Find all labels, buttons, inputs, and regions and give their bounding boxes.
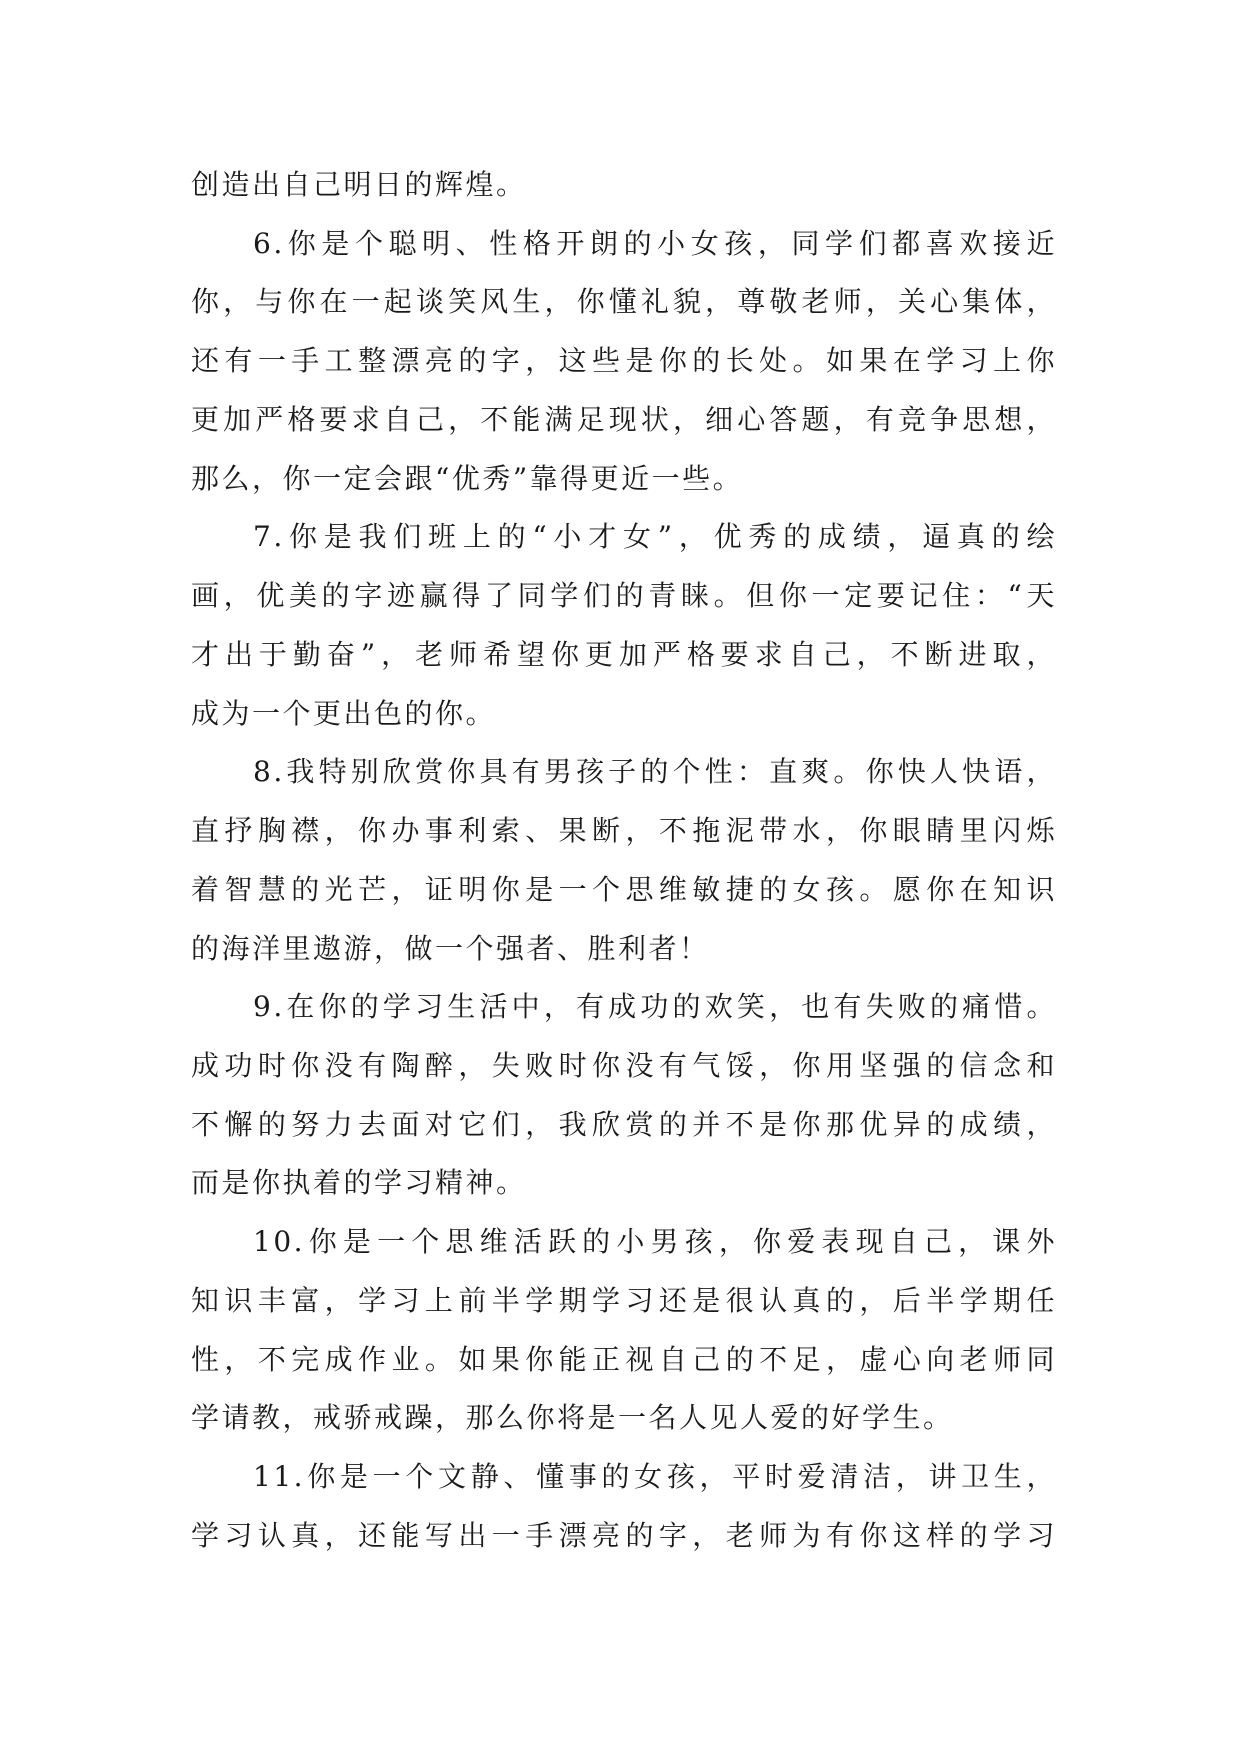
paragraph-line: 性，不完成作业。如果你能正视自己的不足，虚心向老师同 <box>191 1342 1057 1376</box>
paragraph-line: 知识丰富，学习上前半学期学习还是很认真的，后半学期任 <box>191 1283 1057 1317</box>
paragraph-line: 9.在你的学习生活中，有成功的欢笑，也有失败的痛惜。 <box>253 990 1057 1024</box>
paragraph-line: 的海洋里遨游，做一个强者、胜利者！ <box>191 931 710 965</box>
paragraph-line: 直抒胸襟，你办事利索、果断，不拖泥带水，你眼睛里闪烁 <box>191 814 1057 848</box>
paragraph-line: 而是你执着的学习精神。 <box>191 1166 527 1200</box>
paragraph-line: 学请教，戒骄戒躁，那么你将是一名人见人爱的好学生。 <box>191 1401 954 1435</box>
paragraph-line: 11.你是一个文静、懂事的女孩，平时爱清洁，讲卫生， <box>253 1460 1057 1494</box>
paragraph-line: 学习认真，还能写出一手漂亮的字，老师为有你这样的学习 <box>191 1518 1057 1552</box>
paragraph-line: 10.你是一个思维活跃的小男孩，你爱表现自己，课外 <box>253 1225 1057 1259</box>
paragraph <box>191 508 1057 743</box>
paragraph-line: 不懈的努力去面对它们，我欣赏的并不是你那优异的成绩， <box>191 1107 1057 1141</box>
document-body <box>191 156 1057 1566</box>
paragraph-line: 那么，你一定会跟“优秀”靠得更近一些。 <box>191 461 744 495</box>
paragraph-line: 更加严格要求自己，不能满足现状，细心答题，有竞争思想， <box>191 402 1057 436</box>
paragraph <box>191 215 1057 509</box>
paragraph-line: 着智慧的光芒，证明你是一个思维敏捷的女孩。愿你在知识 <box>191 872 1057 906</box>
paragraph-line: 成功时你没有陶醉，失败时你没有气馁，你用坚强的信念和 <box>191 1049 1057 1083</box>
paragraph <box>191 1213 1057 1448</box>
paragraph-line: 成为一个更出色的你。 <box>191 696 497 730</box>
paragraph <box>191 978 1057 1213</box>
paragraph-line: 7.你是我们班上的“小才女”，优秀的成绩，逼真的绘 <box>253 520 1057 554</box>
paragraph-line: 你，与你在一起谈笑风生，你懂礼貌，尊敬老师，关心集体， <box>191 285 1057 319</box>
paragraph-line: 画，优美的字迹赢得了同学们的青睐。但你一定要记住：“天 <box>191 579 1057 613</box>
paragraph-line: 创造出自己明日的辉煌。 <box>191 168 527 201</box>
paragraph <box>191 156 1057 215</box>
paragraph-line: 6.你是个聪明、性格开朗的小女孩，同学们都喜欢接近 <box>253 226 1057 260</box>
paragraph-line: 还有一手工整漂亮的字，这些是你的长处。如果在学习上你 <box>191 344 1057 378</box>
paragraph-line: 8.我特别欣赏你具有男孩子的个性：直爽。你快人快语， <box>253 755 1057 789</box>
paragraph-line: 才出于勤奋”，老师希望你更加严格要求自己，不断进取， <box>191 637 1057 671</box>
paragraph <box>191 743 1057 978</box>
paragraph <box>191 1448 1057 1565</box>
